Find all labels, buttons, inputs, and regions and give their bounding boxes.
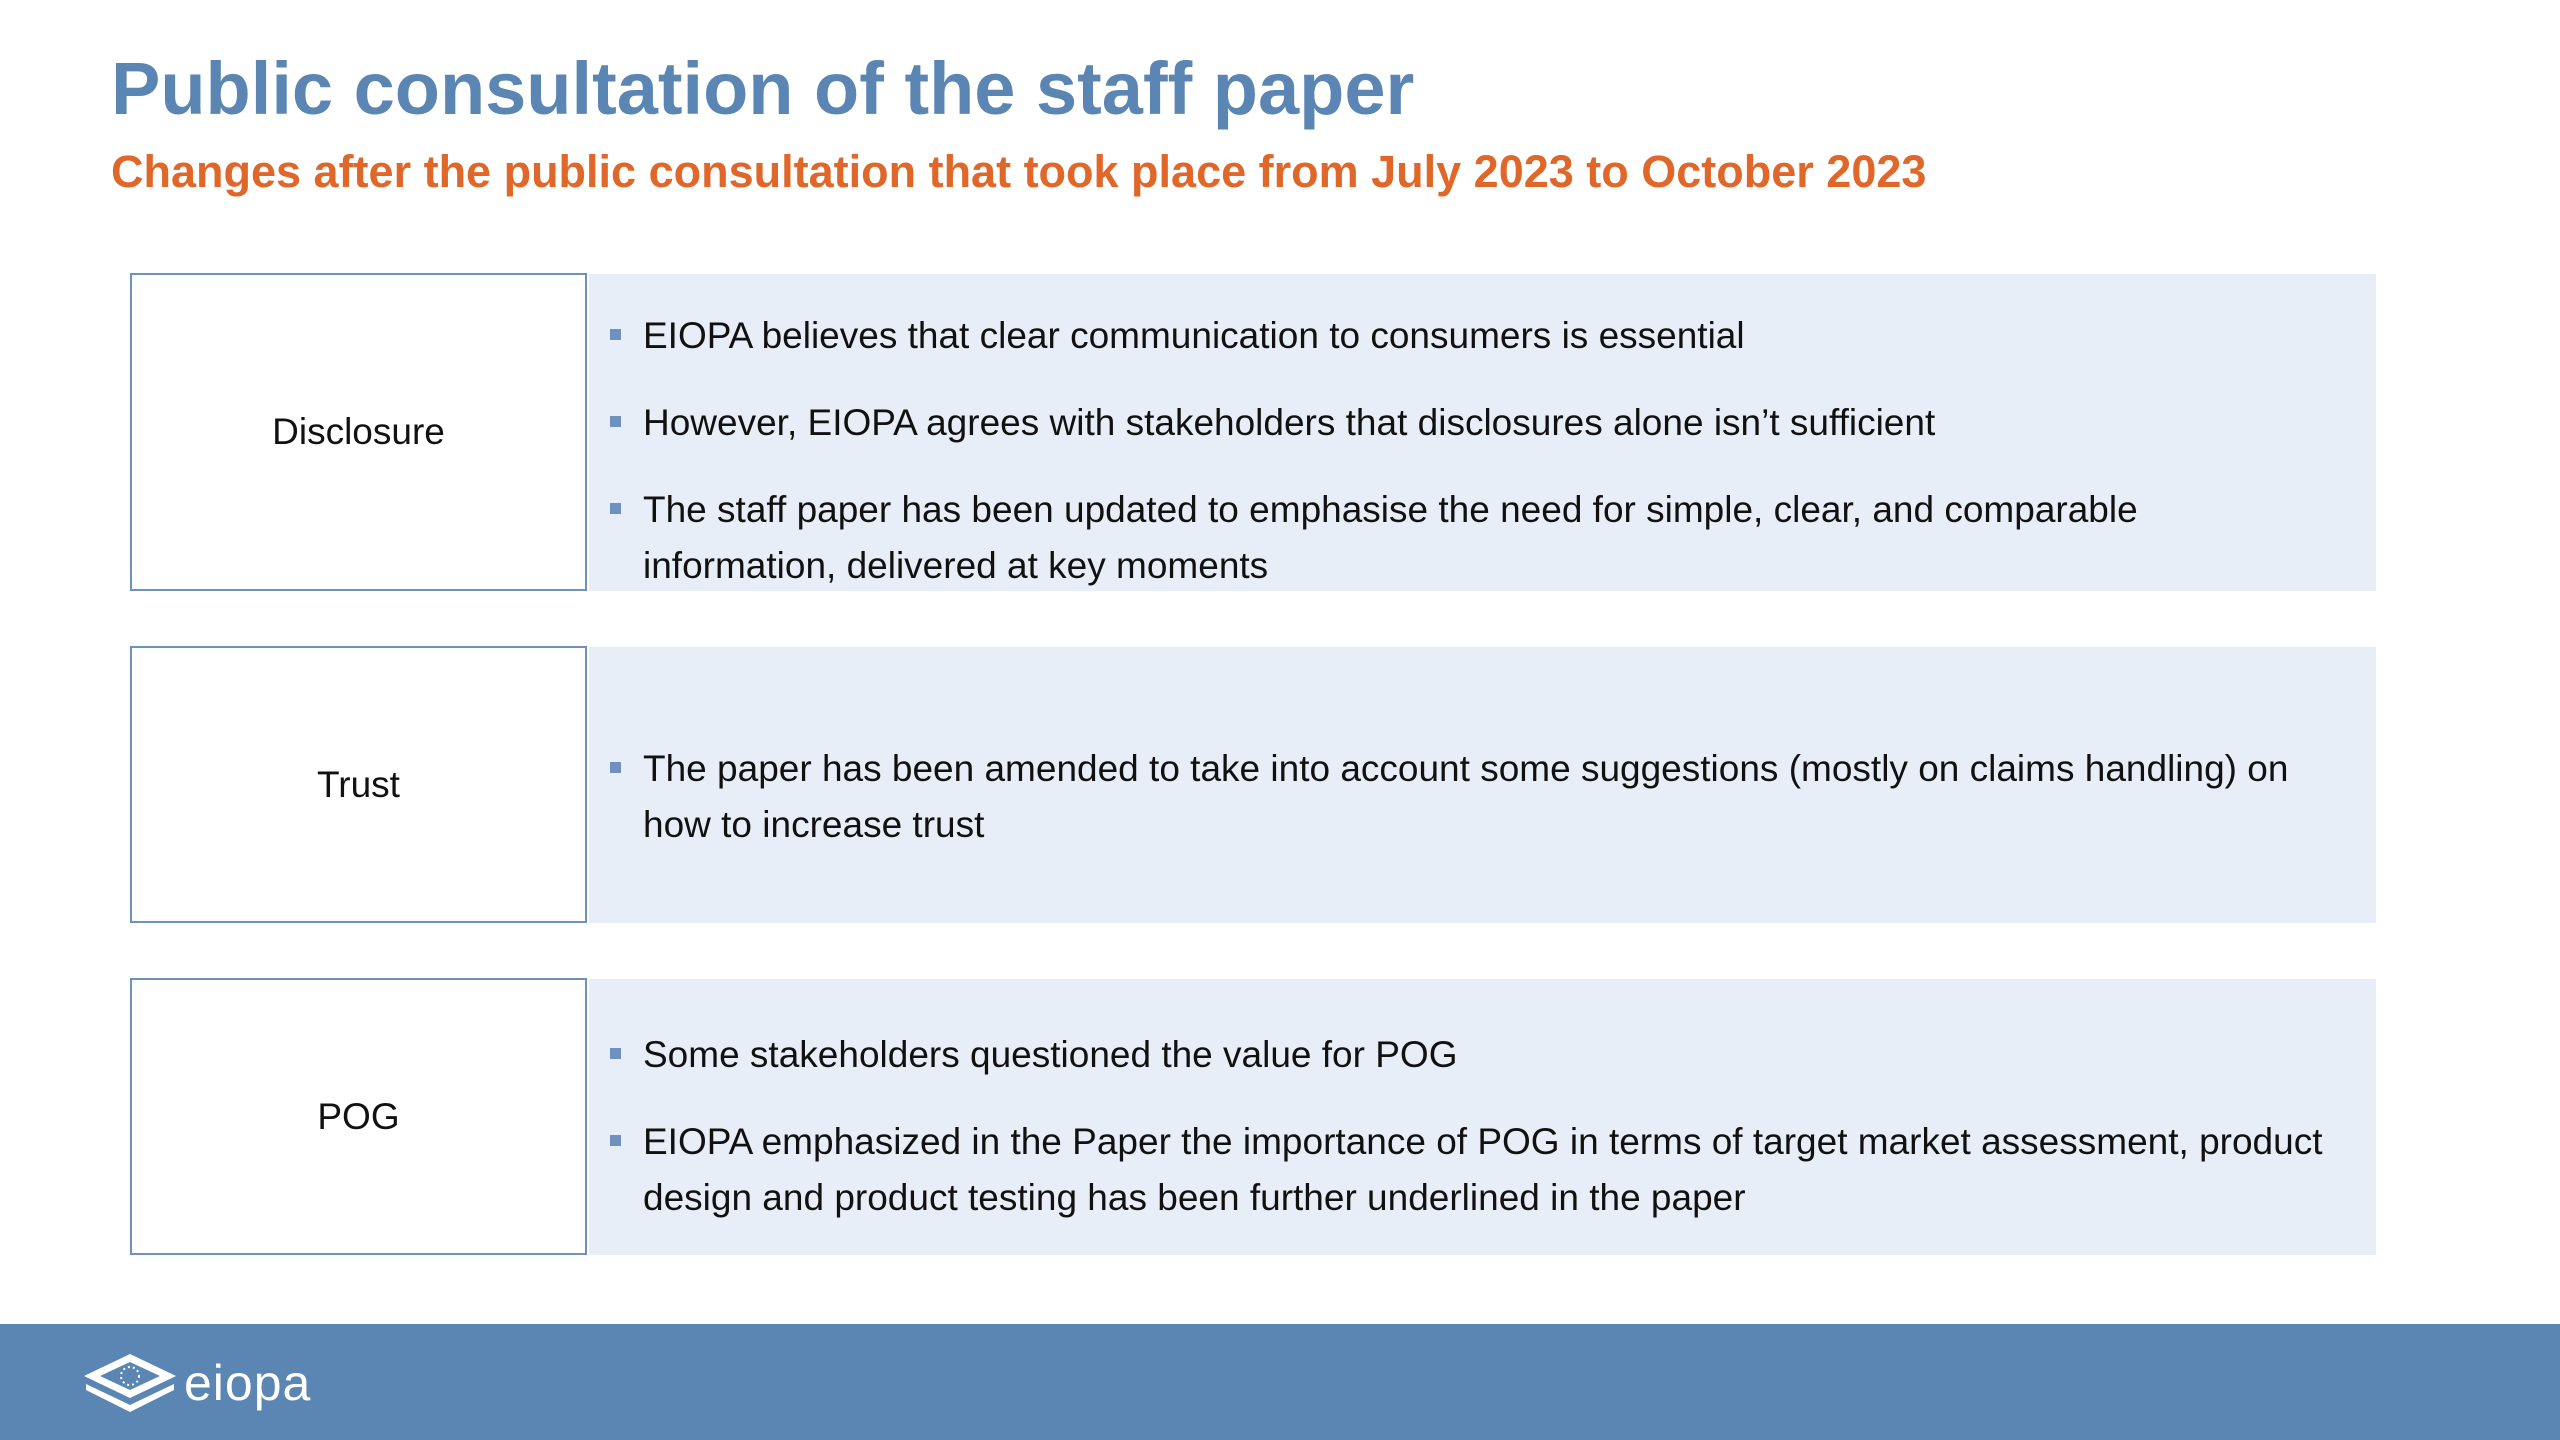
bullet-marker-icon (610, 329, 621, 340)
bullet-text: EIOPA believes that clear communication to consumers is essential (643, 315, 1745, 356)
row-trust (130, 646, 2376, 923)
slide-subtitle: Changes after the public consultation that took place from July 2023 to October 2023 (111, 146, 1927, 197)
row-content (589, 979, 2376, 1255)
bullet-text: The staff paper has been updated to emphasise the need for simple, clear, and comparable information, delivered at key moments (643, 489, 2138, 586)
bullet-item (609, 395, 2336, 451)
slide-title: Public consultation of the staff paper (111, 47, 1415, 130)
eiopa-logo (82, 1352, 311, 1414)
bullet-marker-icon (610, 503, 621, 514)
row-label: Disclosure (130, 273, 587, 591)
bullet-item (609, 308, 2336, 364)
bullet-marker-icon (610, 1048, 621, 1059)
bullet-item (609, 741, 2336, 853)
bullet-marker-icon (610, 762, 621, 773)
row-disclosure (130, 273, 2376, 591)
footer-bar (0, 1324, 2560, 1440)
bullet-text: The paper has been amended to take into account some suggestions (mostly on claims handling) on how to increase trust (643, 748, 2289, 845)
row-label: Trust (130, 646, 587, 923)
bullet-item (609, 482, 2336, 594)
bullet-marker-icon (610, 416, 621, 427)
bullet-item (609, 1027, 2336, 1083)
row-label: POG (130, 978, 587, 1255)
eiopa-logo-text: eiopa (184, 1355, 312, 1411)
bullet-text: However, EIOPA agrees with stakeholders that disclosures alone isn’t sufficient (643, 402, 1936, 443)
bullet-text: EIOPA emphasized in the Paper the importance of POG in terms of target market assessment, product design and product testing has been further underlined in the paper (643, 1121, 2323, 1218)
row-pog (130, 978, 2376, 1255)
bullet-marker-icon (610, 1135, 621, 1146)
bullet-item (609, 1114, 2336, 1226)
row-content (589, 647, 2376, 923)
row-content (589, 274, 2376, 591)
bullet-text: Some stakeholders questioned the value for POG (643, 1034, 1458, 1075)
eiopa-logo-icon (82, 1352, 178, 1414)
